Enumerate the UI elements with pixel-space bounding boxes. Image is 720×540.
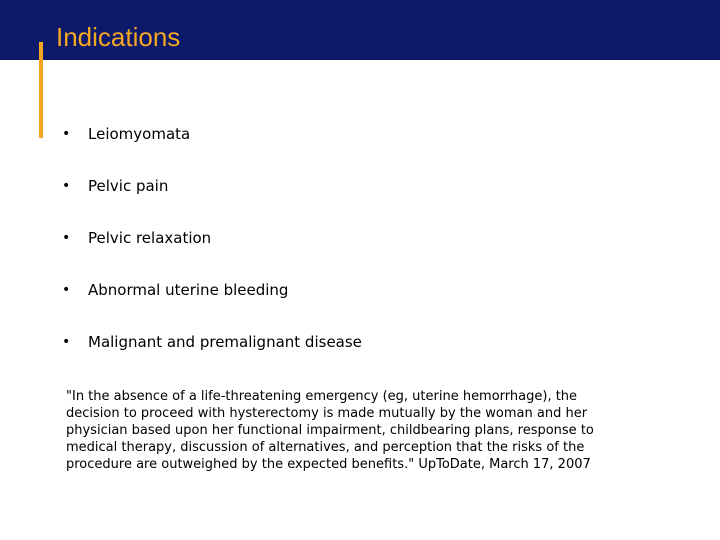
bullet-icon: • [62, 178, 71, 194]
bullet-icon: • [62, 334, 71, 350]
slide-title: Indications [56, 22, 181, 52]
quote-text: "In the absence of a life-threatening emergency (eg, uterine hemorrhage), the decision to proceed with hysterectomy is made mutually by the woman and her physician based upon her functional impairment, childbearing plans, response to medical therapy, discussion of alternatives, and perception that the risks of the procedure are outweighed by the expected benefits." UpToDate, March 17, 2007 [66, 389, 594, 472]
bullet-item-pelvic-pain [0, 174, 650, 198]
bullet-icon: • [62, 126, 71, 142]
bullet-icon: • [62, 282, 71, 298]
bullet-text: Abnormal uterine bleeding [88, 281, 289, 299]
bullet-item-malignant-disease [0, 330, 650, 354]
bullet-text: Pelvic relaxation [88, 229, 212, 247]
bullet-text: Malignant and premalignant disease [88, 333, 362, 351]
bullet-icon: • [62, 230, 71, 246]
bullet-item-pelvic-relaxation [0, 226, 650, 250]
bullet-item-leiomyomata [0, 122, 650, 146]
bullet-item-abnormal-uterine-bleeding [0, 278, 650, 302]
bullet-text: Pelvic pain [88, 177, 169, 195]
bullet-text: Leiomyomata [88, 125, 191, 143]
